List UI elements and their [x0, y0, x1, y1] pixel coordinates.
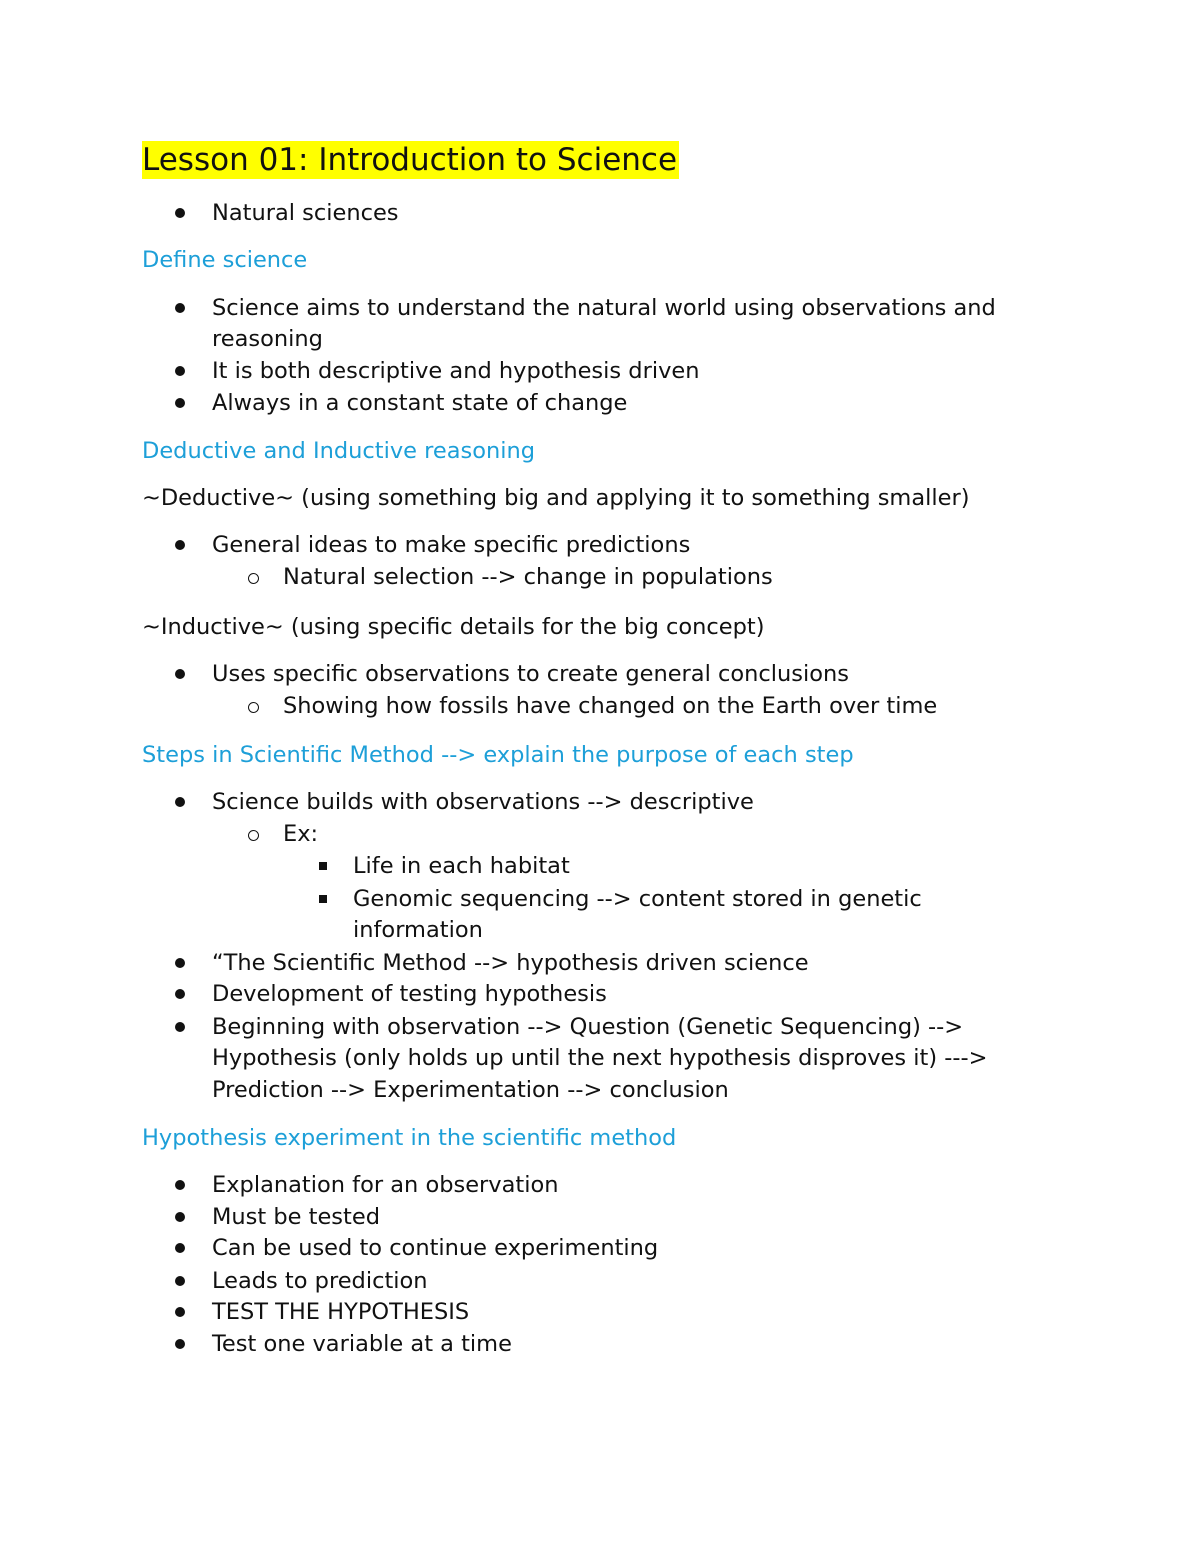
section-heading: Define science [142, 247, 308, 273]
list-item: Science aims to understand the natural world using observations and [212, 295, 996, 321]
list-item-continuation: Hypothesis (only holds up until the next hypothesis disproves it) ---> [212, 1045, 988, 1071]
paragraph: ~Inductive~ (using specific details for the big concept) [142, 614, 765, 640]
bullet-disc [175, 797, 185, 807]
bullet-disc [175, 540, 185, 550]
bullet-disc [175, 989, 185, 999]
bullet-circle [248, 573, 259, 584]
list-item-continuation: reasoning [212, 326, 323, 352]
bullet-disc [175, 1339, 185, 1349]
list-item: Uses specific observations to create general conclusions [212, 661, 849, 687]
sub-sub-list-item-continuation: information [353, 917, 483, 943]
section-heading: Hypothesis experiment in the scientific method [142, 1125, 677, 1151]
list-item-continuation: Prediction --> Experimentation --> conclusion [212, 1077, 729, 1103]
bullet-disc [175, 398, 185, 408]
section-heading: Deductive and Inductive reasoning [142, 438, 536, 464]
sub-list-item: Showing how fossils have changed on the Earth over time [283, 693, 938, 719]
bullet-disc [175, 958, 185, 968]
sub-list-item: Ex: [283, 821, 319, 847]
bullet-disc [175, 669, 185, 679]
list-item: It is both descriptive and hypothesis driven [212, 358, 700, 384]
paragraph: ~Deductive~ (using something big and applying it to something smaller) [142, 485, 970, 511]
bullet-disc [175, 1243, 185, 1253]
bullet-circle [248, 702, 259, 713]
list-item: Science builds with observations --> descriptive [212, 789, 754, 815]
list-item: Always in a constant state of change [212, 390, 628, 416]
bullet-circle [248, 830, 259, 841]
list-item: “The Scientific Method --> hypothesis driven science [212, 950, 809, 976]
page-title: Lesson 01: Introduction to Science [142, 142, 678, 178]
list-item: Natural sciences [212, 200, 399, 226]
bullet-disc [175, 303, 185, 313]
list-item: Can be used to continue experimenting [212, 1235, 659, 1261]
sub-sub-list-item: Genomic sequencing --> content stored in genetic [353, 886, 922, 912]
list-item: Leads to prediction [212, 1268, 428, 1294]
sub-sub-list-item: Life in each habitat [353, 853, 570, 879]
bullet-square [319, 862, 327, 870]
sub-list-item: Natural selection --> change in populations [283, 564, 773, 590]
list-item: Beginning with observation --> Question (Genetic Sequencing) --> [212, 1014, 964, 1040]
list-item: Test one variable at a time [212, 1331, 512, 1357]
list-item: Explanation for an observation [212, 1172, 559, 1198]
bullet-disc [175, 1180, 185, 1190]
bullet-disc [175, 1276, 185, 1286]
bullet-disc [175, 1307, 185, 1317]
list-item: TEST THE HYPOTHESIS [212, 1299, 470, 1325]
bullet-disc [175, 208, 185, 218]
section-heading: Steps in Scientific Method --> explain the purpose of each step [142, 742, 854, 768]
bullet-disc [175, 366, 185, 376]
bullet-disc [175, 1022, 185, 1032]
bullet-disc [175, 1212, 185, 1222]
list-item: Must be tested [212, 1204, 380, 1230]
list-item: General ideas to make specific predictions [212, 532, 691, 558]
list-item: Development of testing hypothesis [212, 981, 607, 1007]
bullet-square [319, 895, 327, 903]
